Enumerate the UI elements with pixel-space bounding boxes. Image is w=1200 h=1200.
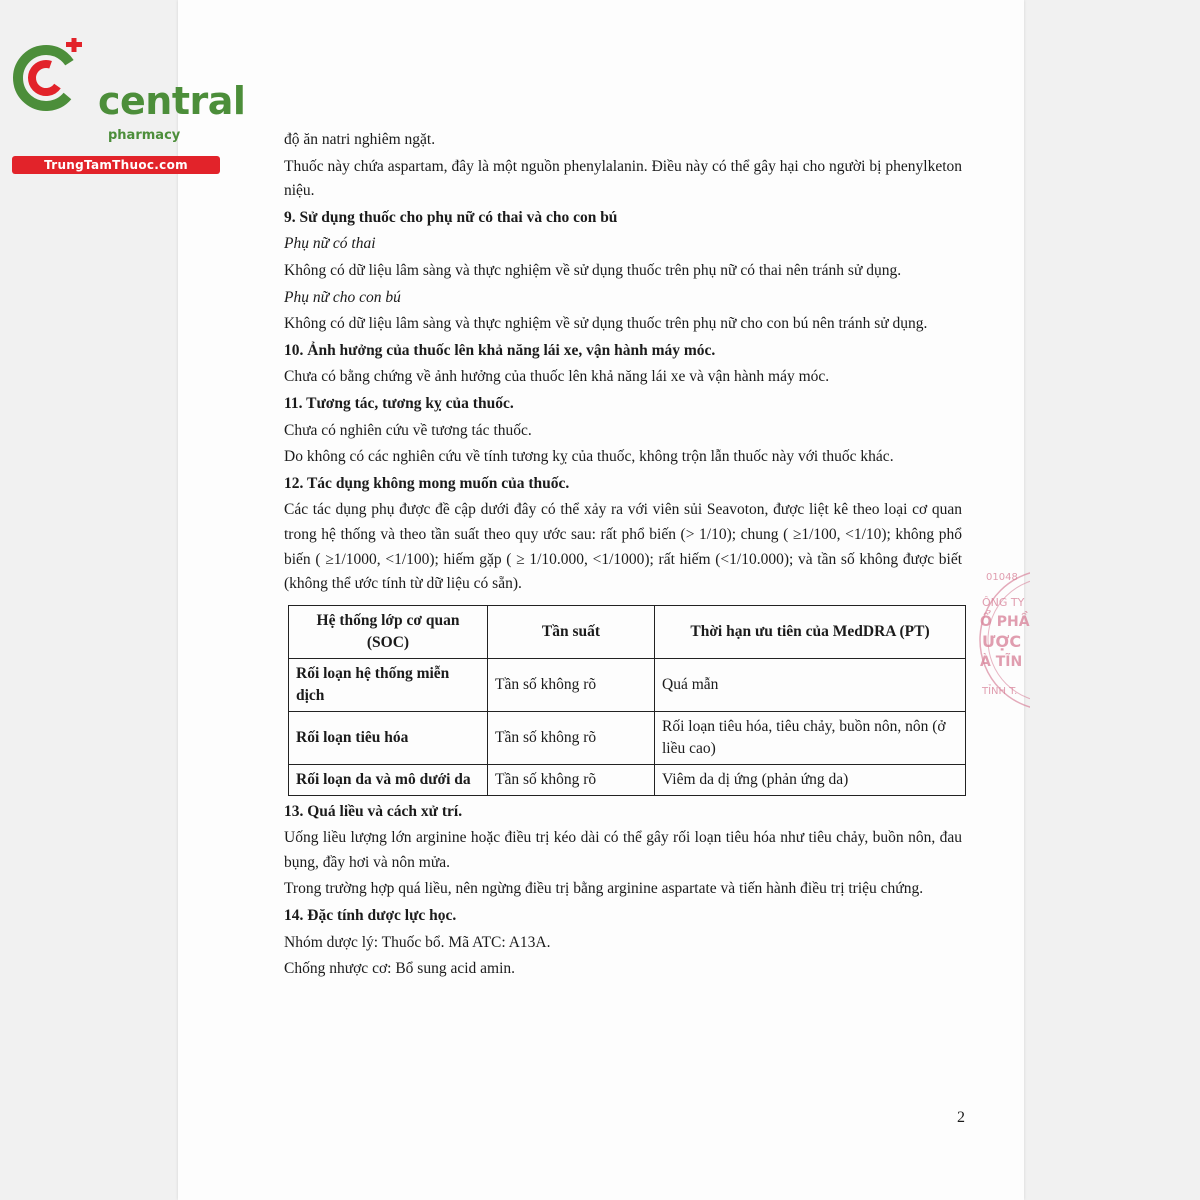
table-header-cell: Tần suất xyxy=(488,605,655,658)
central-pharmacy-logo[interactable] xyxy=(10,38,246,172)
stamp-text: À TĨN xyxy=(980,654,1023,670)
company-stamp xyxy=(970,560,1030,720)
stamp-text: TỈNH T. xyxy=(982,686,1018,697)
section-heading-13: 13. Quá liều và cách xử trí. xyxy=(284,802,463,820)
table-header-cell: Thời hạn ưu tiên của MedDRA (PT) xyxy=(655,605,966,658)
logo-sub-text: pharmacy xyxy=(108,128,181,143)
paragraph: Thuốc này chứa aspartam, đây là một nguồn phenylalanin. Điều này có thể gây hại cho người bị phenylketon niệu. xyxy=(284,157,962,200)
paragraph: Không có dữ liệu lâm sàng và thực nghiệm về sử dụng thuốc trên phụ nữ có thai nên tránh sử dụng. xyxy=(284,261,902,279)
section-heading-14: 14. Đặc tính dược lực học. xyxy=(284,907,457,925)
paragraph: Nhóm dược lý: Thuốc bổ. Mã ATC: A13A. xyxy=(284,933,551,951)
stamp-text: Ổ PHẦ xyxy=(980,614,1030,630)
logo-mark-icon xyxy=(10,38,90,118)
section-heading-11: 11. Tương tác, tương kỵ của thuốc. xyxy=(284,394,514,412)
page-number: 2 xyxy=(957,1109,965,1126)
table-cell: Rối loạn da và mô dưới da xyxy=(289,764,488,795)
table-cell: Rối loạn tiêu hóa xyxy=(289,711,488,764)
table-cell: Rối loạn hệ thống miễn dịch xyxy=(289,658,488,711)
section-heading-10: 10. Ảnh hưởng của thuốc lên khả năng lái xe, vận hành máy móc. xyxy=(284,341,716,359)
paragraph: Chưa có bằng chứng về ảnh hưởng của thuốc lên khả năng lái xe và vận hành máy móc. xyxy=(284,368,830,386)
adverse-effects-table xyxy=(288,605,966,796)
document-content xyxy=(284,128,962,984)
paragraph: Do không có các nghiên cứu về tính tương kỵ của thuốc, không trộn lẫn thuốc này với thuốc khác. xyxy=(284,448,894,466)
paragraph: độ ăn natri nghiêm ngặt. xyxy=(284,131,436,148)
section-heading-9: 9. Sử dụng thuốc cho phụ nữ có thai và cho con bú xyxy=(284,208,618,226)
paragraph: Chống nhược cơ: Bổ sung acid amin. xyxy=(284,960,516,978)
subheading: Phụ nữ cho con bú xyxy=(284,288,401,306)
table-header-row xyxy=(289,605,966,658)
table-row xyxy=(289,711,966,764)
paragraph: Trong trường hợp quá liều, nên ngừng điều trị bằng arginine aspartate và tiến hành điều trị triệu chứng. xyxy=(284,880,924,898)
stamp-text: ÔNG TY xyxy=(982,596,1025,609)
paragraph: Không có dữ liệu lâm sàng và thực nghiệm về sử dụng thuốc trên phụ nữ cho con bú nên tránh sử dụng. xyxy=(284,315,928,333)
table-cell: Viêm da dị ứng (phản ứng da) xyxy=(655,764,966,795)
table-header-cell: Hệ thống lớp cơ quan (SOC) xyxy=(289,605,488,658)
table-cell: Rối loạn tiêu hóa, tiêu chảy, buồn nôn, nôn (ở liều cao) xyxy=(655,711,966,764)
table-row xyxy=(289,764,966,795)
paragraph: Uống liều lượng lớn arginine hoặc điều trị kéo dài có thể gây rối loạn tiêu hóa như tiêu chảy, buồn nôn, đau bụng, đầy hơi và nôn mửa. xyxy=(284,829,962,871)
table-cell: Quá mẫn xyxy=(655,658,966,711)
stamp-text: 01048 xyxy=(986,572,1018,583)
paragraph: Các tác dụng phụ được đề cập dưới đây có thể xảy ra với viên sủi Seavoton, được liệt kê theo loại cơ quan trong hệ thống và theo tần suất theo quy ước sau: rất phổ biến (> 1/10); chung ( ≥1/100, <1/10); không phổ biến ( ≥1/1000, <1/100); hiếm gặp ( ≥ 1/10.000, <1/1000); rất hiếm (<1/10.000); và tần số không được biết (không thể ước tính từ dữ liệu có sẵn). xyxy=(284,501,962,593)
table-cell: Tần số không rõ xyxy=(488,711,655,764)
table-cell: Tần số không rõ xyxy=(488,658,655,711)
table-cell: Tần số không rõ xyxy=(488,764,655,795)
stamp-text: ƯỢC xyxy=(982,632,1022,651)
paragraph: Chưa có nghiên cứu về tương tác thuốc. xyxy=(284,421,532,439)
logo-brand-text: central xyxy=(98,79,246,123)
logo-site-banner: TrungTamThuoc.com xyxy=(12,156,220,174)
section-heading-12: 12. Tác dụng không mong muốn của thuốc. xyxy=(284,474,570,492)
subheading: Phụ nữ có thai xyxy=(284,235,376,253)
table-row xyxy=(289,658,966,711)
